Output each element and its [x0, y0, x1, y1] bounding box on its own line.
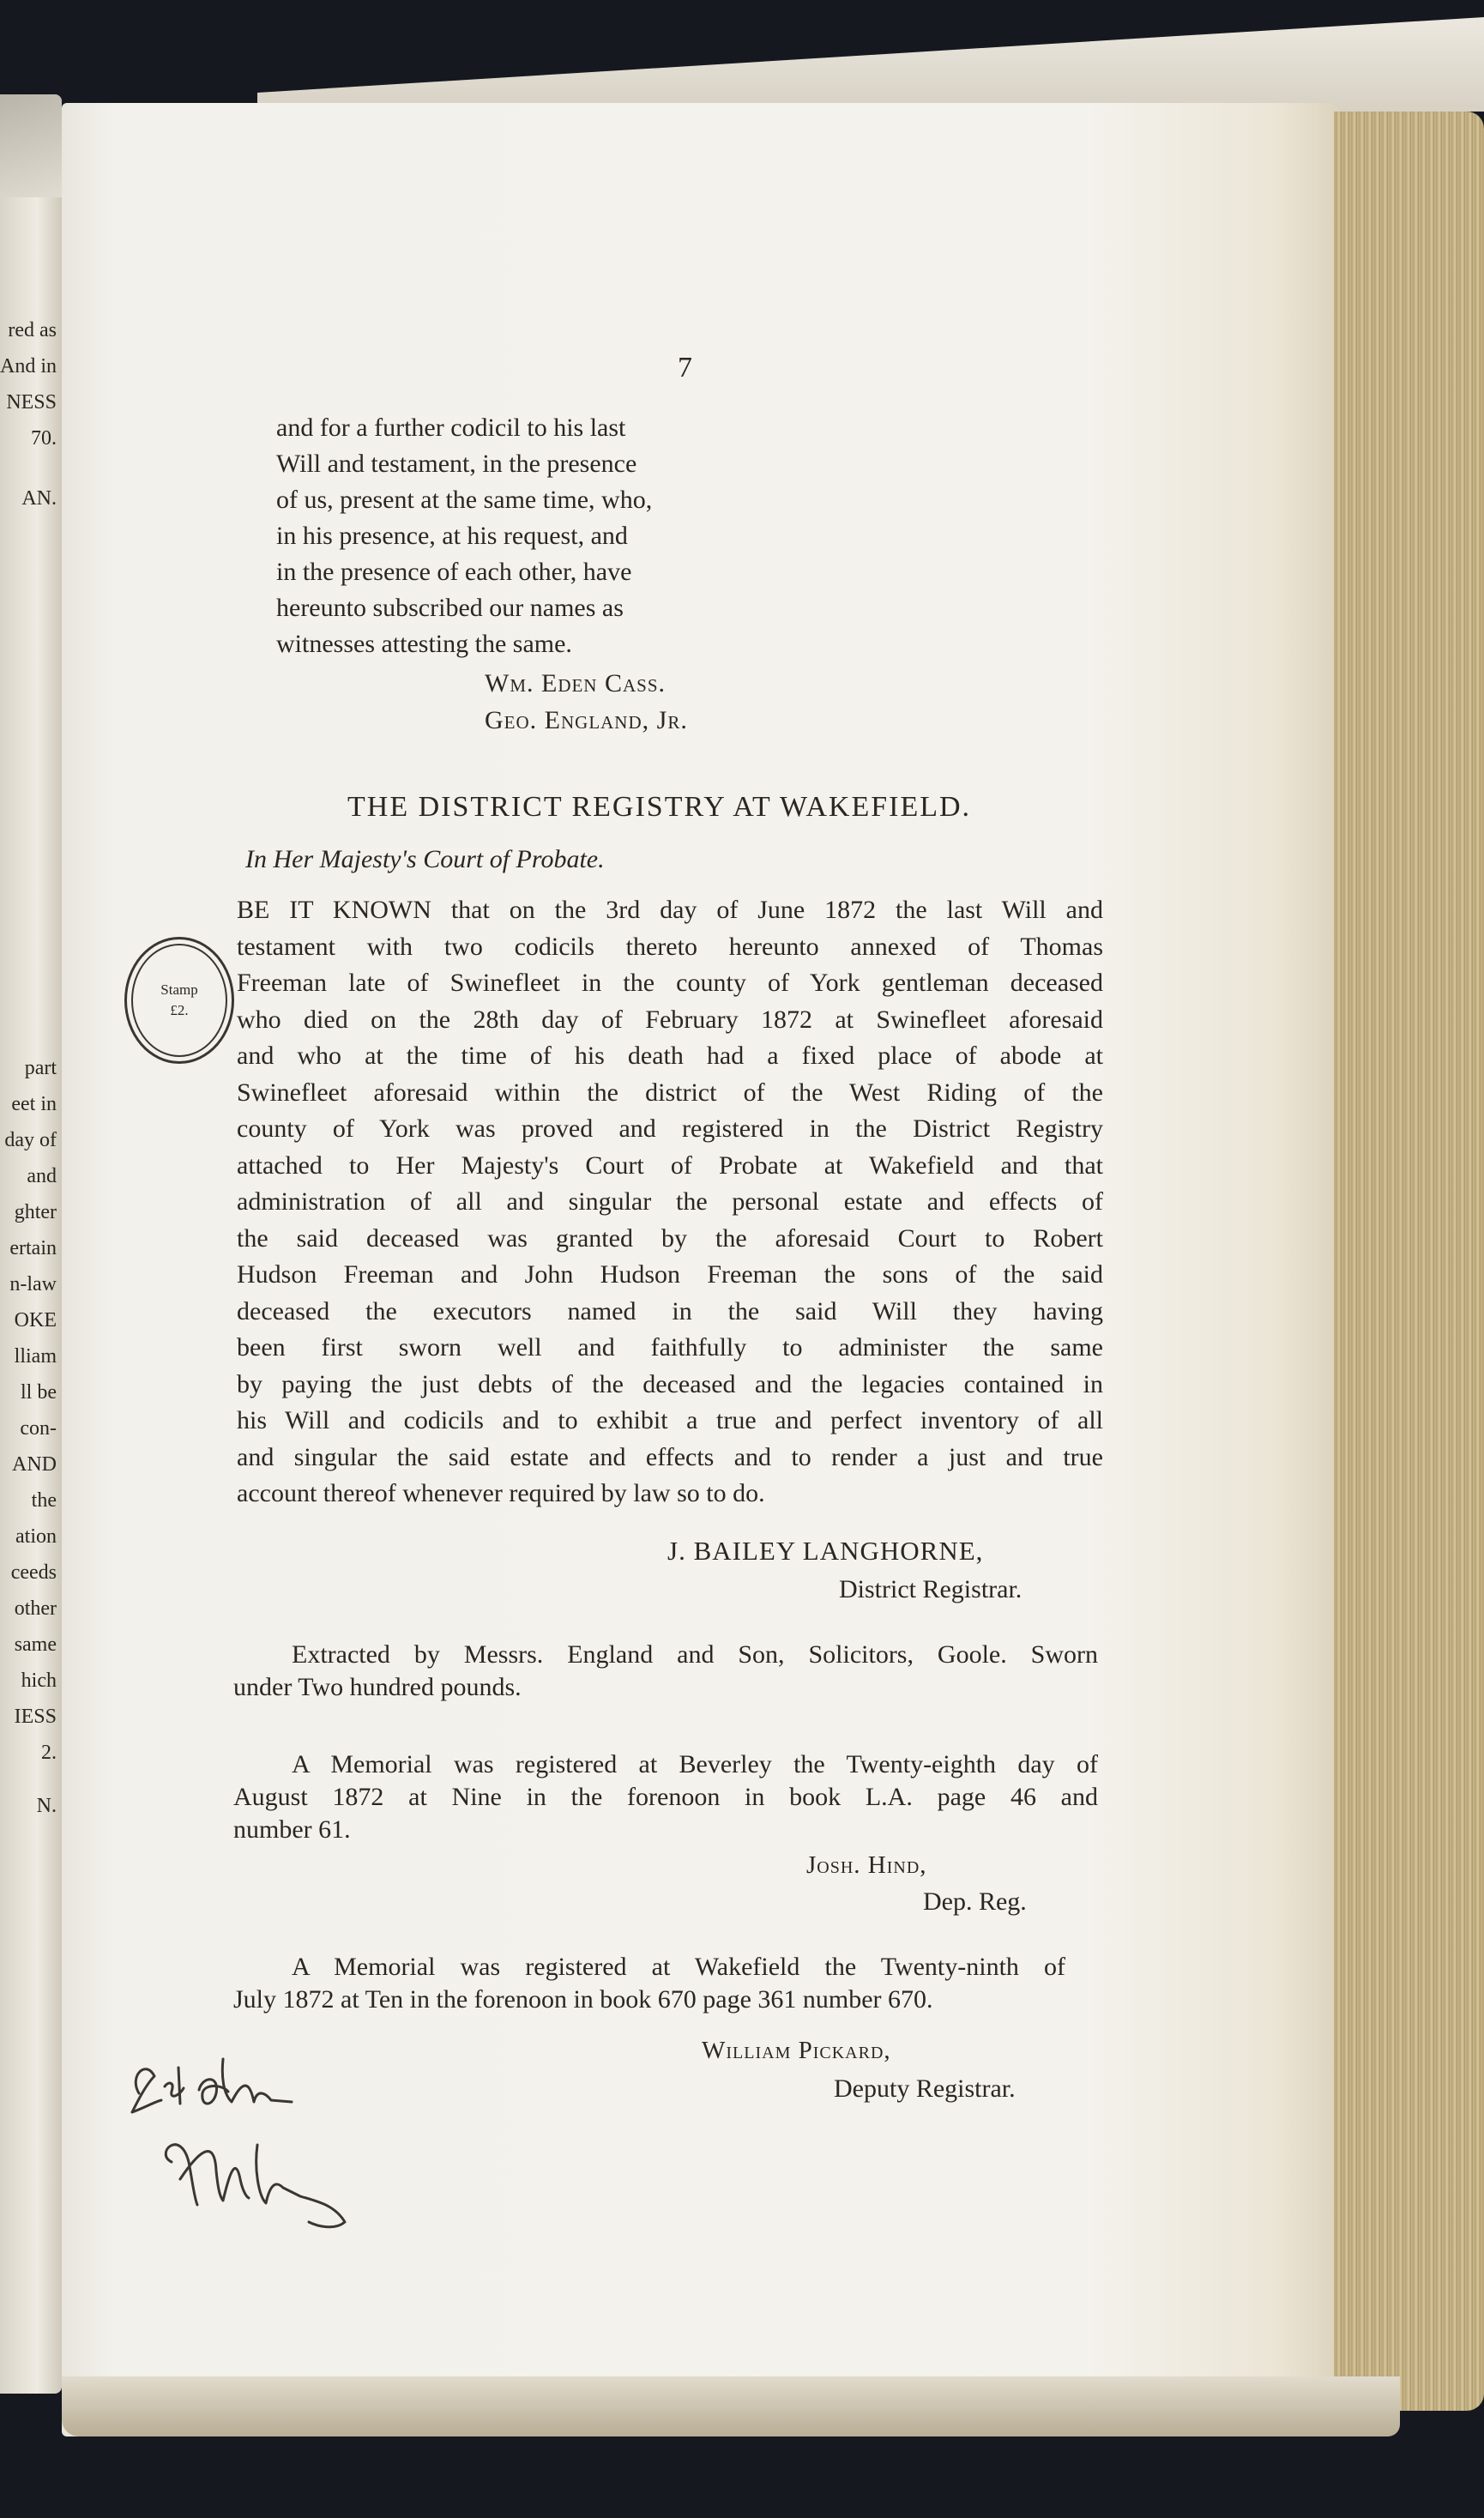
body-line: attached to Her Majesty's Court of Probate at Wakefield and that — [237, 1150, 1103, 1180]
body-line: and who at the time of his death had a fixed place of abode at — [237, 1042, 1103, 1070]
left-page-fragment: OKE — [14, 1309, 57, 1331]
extracted-note — [233, 1639, 1098, 1704]
left-page-fragment: 2. — [41, 1742, 57, 1764]
body-line: been first sworn well and faithfully to administer the same — [237, 1333, 1103, 1362]
left-page-fragment: same — [14, 1633, 57, 1656]
body-line: Swinefleet aforesaid within the district of the West Riding of the — [237, 1078, 1103, 1107]
book-fore-edge — [1334, 112, 1484, 2411]
attestation-line: of us, present at the same time, who, — [276, 486, 653, 514]
extracted-line: under Two hundred pounds. — [233, 1673, 522, 1701]
attestation-line: witnesses attesting the same. — [276, 630, 572, 658]
body-line: deceased the executors named in the said Will they having — [237, 1296, 1103, 1325]
body-line: administration of all and singular the personal estate and effects of — [237, 1187, 1103, 1216]
memorial-line: July 1872 at Ten in the forenoon in book 670 page 361 number 670. — [233, 1985, 933, 2014]
body-line: account thereof whenever required by law so to do. — [237, 1479, 765, 1507]
book-top-edge — [257, 17, 1484, 112]
body-line: Hudson Freeman and John Hudson Freeman the sons of the said — [237, 1260, 1103, 1289]
attestation-line: Will and testament, in the presence — [276, 450, 637, 478]
left-page-fragment: lliam — [14, 1345, 57, 1368]
attestation-clause — [276, 410, 652, 662]
body-line: by paying the just debts of the deceased and the legacies contained in — [237, 1369, 1103, 1398]
left-page-fragment: red as — [8, 319, 57, 341]
left-page-fragment: other — [14, 1597, 57, 1620]
memorial-line: A Memorial was registered at Wakefield the Twenty-ninth of — [292, 1953, 1065, 1981]
witness-name: Wm. Eden Cass. — [485, 669, 667, 697]
stamp-seal — [124, 937, 234, 1064]
memorial-line: A Memorial was registered at Beverley the Twenty-eighth day of — [292, 1750, 1098, 1778]
left-page-fragment: and — [27, 1165, 57, 1187]
handwritten-initials — [120, 2050, 377, 2256]
left-page-fragment: the — [31, 1489, 57, 1512]
left-page-fragment: 70. — [31, 427, 57, 450]
stamp-label: Stamp — [160, 981, 198, 998]
attestation-line: and for a further codicil to his last — [276, 414, 626, 442]
left-page-fragment: NESS — [6, 391, 57, 414]
left-page-corner — [0, 94, 62, 197]
page-number: 7 — [678, 352, 692, 383]
left-page-fragment: n-law — [9, 1273, 57, 1295]
left-page-fragment: ghter — [14, 1201, 57, 1223]
left-page-fragment: part — [24, 1057, 57, 1079]
body-line: his Will and codicils and to exhibit a true and perfect inventory of all — [237, 1406, 1103, 1434]
left-page-fragment: ceeds — [10, 1561, 57, 1584]
left-page-fragment: ll be — [21, 1381, 57, 1404]
left-page-fragment: IESS — [14, 1706, 57, 1728]
section-heading: THE DISTRICT REGISTRY AT WAKEFIELD. — [347, 791, 972, 823]
body-line: Freeman late of Swinefleet in the county of York gentleman deceased — [237, 969, 1103, 997]
memorial-line: August 1872 at Nine in the forenoon in book L.A. page 46 and — [233, 1783, 1098, 1811]
left-page-fragment: day of — [4, 1129, 57, 1151]
memorial-signer-title: Dep. Reg. — [923, 1887, 1027, 1916]
body-line: who died on the 28th day of February 1872 at Swinefleet aforesaid — [237, 1005, 1103, 1034]
memorial-signer-name: William Pickard, — [702, 2037, 891, 2064]
memorial-line: number 61. — [233, 1815, 351, 1844]
probate-body — [237, 892, 1103, 1513]
memorial-beverley — [233, 1748, 1098, 1846]
registrar-name: J. BAILEY LANGHORNE, — [667, 1536, 984, 1566]
body-line: BE IT KNOWN that on the 3rd day of June 1872 the last Will and — [237, 896, 1103, 924]
left-page-fragment: hich — [21, 1670, 57, 1692]
left-page-fragment: eet in — [11, 1093, 57, 1115]
book-bottom-edge — [62, 2376, 1400, 2436]
body-line: county of York was proved and registered in the District Registry — [237, 1114, 1103, 1143]
stamp-inner-ring — [131, 944, 227, 1057]
memorial-wakefield — [233, 1951, 1065, 2016]
witness-name: Geo. England, Jr. — [485, 706, 688, 734]
body-line: the said deceased was granted by the aforesaid Court to Robert — [237, 1223, 1103, 1253]
attestation-line: hereunto subscribed our names as — [276, 594, 624, 622]
attestation-line: in his presence, at his request, and — [276, 522, 628, 550]
left-page-fragment: AND — [12, 1453, 57, 1476]
body-line: testament with two codicils thereto hereunto annexed of Thomas — [237, 932, 1103, 961]
left-page-fragment: ation — [15, 1525, 57, 1548]
attestation-line: in the presence of each other, have — [276, 558, 632, 586]
memorial-signer-name: Josh. Hind, — [806, 1851, 927, 1879]
registrar-title: District Registrar. — [839, 1575, 1023, 1603]
left-page-fragment: And in — [0, 355, 57, 377]
extracted-line: Extracted by Messrs. England and Son, Solicitors, Goole. Sworn — [292, 1640, 1098, 1669]
left-page-edge — [0, 94, 62, 2394]
stamp-value: £2. — [170, 1002, 189, 1018]
left-page-fragment: con- — [20, 1417, 57, 1440]
body-line: and singular the said estate and effects and to render a just and true — [237, 1442, 1103, 1471]
left-page-fragment: AN. — [21, 487, 57, 510]
left-page-fragment: N. — [36, 1795, 57, 1817]
court-name: In Her Majesty's Court of Probate. — [245, 845, 605, 873]
memorial-signer-title: Deputy Registrar. — [834, 2074, 1016, 2103]
left-page-fragment: ertain — [9, 1237, 57, 1259]
